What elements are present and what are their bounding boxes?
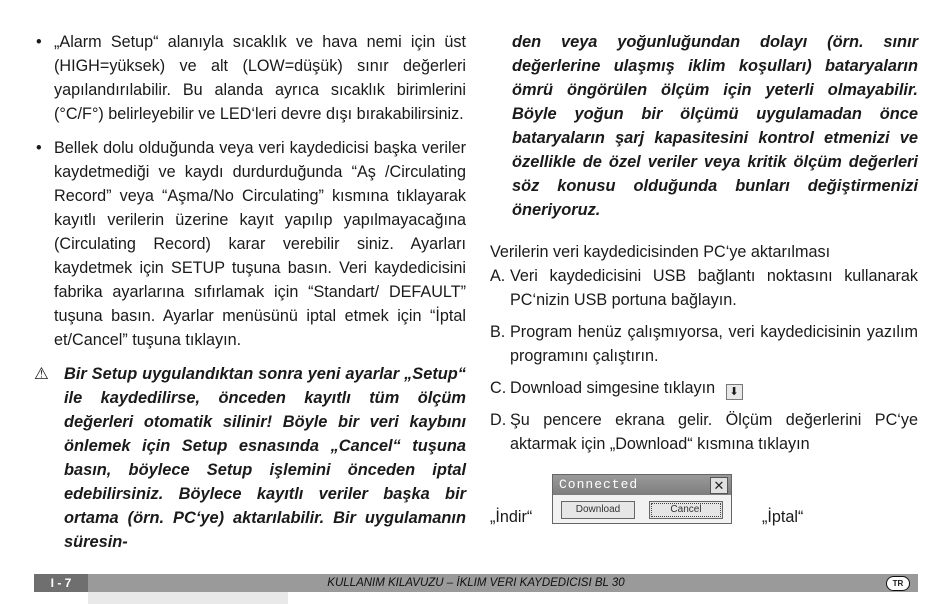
bullet-icon: • xyxy=(36,139,42,157)
step-text: Şu pencere ekrana gelir. Ölçüm değerlerini PC‘ye aktarmak için „Download“ kısmına tıklayın xyxy=(510,411,918,453)
country-badge: TR xyxy=(886,576,910,591)
step-text: Veri kaydedicisini USB bağlantı noktasını kullanarak PC‘nizin USB portuna bağlayın. xyxy=(510,267,918,309)
page-number: I - 7 xyxy=(34,574,88,592)
bullet-text: Bellek dolu olduğunda veya veri kaydedicisi başka veriler kaydetmediği ve kaydı durdurduğunda “Aş /Circulating Record” veya “Aşma/No Circulating” kısmına tıklayarak kayıtlı verilerin üzerine kayıt yapılıp yapılmayacağına (Circulating Record) karar verebilir siniz. Ayarları kaydetmek için SETUP tuşuna basın. Veri kaydedicisini fabrika ayarlarına sıfırlamak için “Standart/ DEFAULT” tuşuna basın. Ayarlar menüsünü iptal etmek için “İptal et/Cancel” tuşuna tıklayın. xyxy=(54,139,466,349)
step-letter: B. xyxy=(490,323,506,341)
footer-shade xyxy=(88,592,288,604)
footer-title: KULLANIM KILAVUZU – İKLIM VERI KAYDEDICISI BL 30 xyxy=(327,577,625,589)
label-indir: „İndir“ xyxy=(490,508,533,526)
step-d xyxy=(490,408,918,456)
step-c xyxy=(490,376,918,400)
step-letter: D. xyxy=(490,411,507,429)
warning-continuation: den veya yoğunluğundan dolayı (örn. sınır değerlerine ulaşmış iklim koşulları) bataryaların ömrü öngörülen ölçüm için yeterli olmayabilir. Böyle yoğun bir ölçümü uygulamadan önce bataryaların şarj kapasitesini kontrol etmenizi ve özellikle de özel veriler veya kritik ölçüm değerleri söz konusu olduğunda bunları değiştirmenizi öneriyoruz. xyxy=(512,33,918,219)
warning-note xyxy=(34,362,466,554)
dialog-illustration xyxy=(490,470,920,530)
page-footer xyxy=(34,574,918,592)
left-column xyxy=(34,30,466,554)
step-letter: C. xyxy=(490,379,507,397)
bullet-circulating-record xyxy=(34,136,466,352)
section-heading: Verilerin veri kaydedicisinden PC‘ye aktarılması xyxy=(490,243,831,261)
connected-dialog xyxy=(552,474,732,524)
cancel-button[interactable]: Cancel xyxy=(649,501,723,519)
download-button[interactable]: Download xyxy=(561,501,635,519)
step-b xyxy=(490,320,918,368)
close-icon[interactable]: ✕ xyxy=(710,477,728,494)
warning-text: Bir Setup uygulandıktan sonra yeni ayarlar „Setup“ ile kaydedilirse, önceden kayıtlı tüm ölçüm değerleri otomatik silinir! Böyle bir veri kaybını önlemek için Setup esnasında „Cancel“ tuşuna basın, böylece Setup işlemini önceden iptal edebilirsiniz. Böylece kayıtlı veriler başka bir ortama (örn. PC‘ye) aktarılabilir. Bir uygulamanın süresin- xyxy=(64,365,466,551)
step-text: Download simgesine tıklayın xyxy=(510,379,716,397)
download-icon: ⬇ xyxy=(726,384,743,400)
bullet-alarm-setup xyxy=(34,30,466,126)
step-a xyxy=(490,264,918,312)
bullet-icon: • xyxy=(36,33,42,51)
label-iptal: „İptal“ xyxy=(762,508,804,526)
warning-icon: ⚠ xyxy=(34,365,49,383)
step-text: Program henüz çalışmıyorsa, veri kaydedicisinin yazılım programını çalıştırın. xyxy=(510,323,918,365)
dialog-titlebar xyxy=(553,475,731,495)
right-column xyxy=(490,30,918,464)
step-letter: A. xyxy=(490,267,506,285)
bullet-text: „Alarm Setup“ alanıyla sıcaklık ve hava nemi için üst (HIGH=yüksek) ve alt (LOW=düşük) sınır değerleri yapılandırılabilir. Bu alanda ayrıca sıcaklık birimlerini (°C/F°) belirleyebilir ve LED‘leri devre dışı bırakabilirsiniz. xyxy=(54,33,466,123)
dialog-title: Connected xyxy=(559,477,639,492)
